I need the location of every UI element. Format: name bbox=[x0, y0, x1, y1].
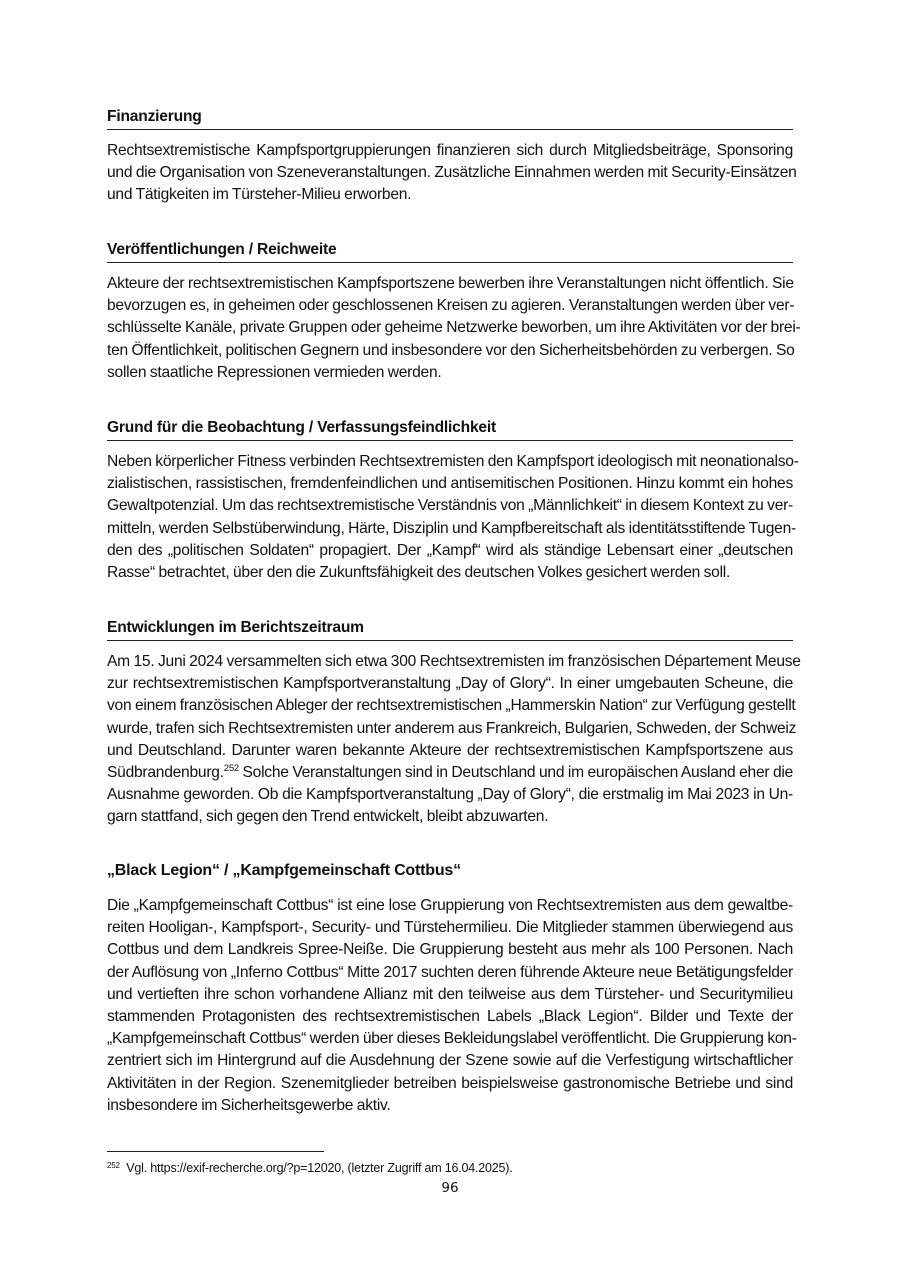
footnote-number: 252 bbox=[107, 1161, 120, 1170]
text-line: Die „Kampfgemeinschaft Cottbus“ ist eine lose Gruppierung von Rechtsextremisten aus dem gewaltbe- bbox=[107, 897, 793, 914]
text-segment: Südbrandenburg. bbox=[107, 764, 224, 782]
section-grund-beobachtung bbox=[107, 418, 799, 584]
text-line: „Kampfgemeinschaft Cottbus“ werden über dieses Bekleidungslabel veröffentlicht. Die Gruppierung kon- bbox=[107, 1030, 797, 1048]
text-line: Am 15. Juni 2024 versammelten sich etwa 300 Rechtsextremisten im französischen Département Meuse bbox=[107, 653, 801, 670]
footnote-text: Vgl. https://exif-recherche.org/?p=12020, (letzter Zugriff am 16.04.2025). bbox=[126, 1161, 513, 1175]
text-line: reiten Hooligan-, Kampfsport-, Security- und Türstehermilieu. Die Mitglieder stammen überwiegend aus bbox=[107, 919, 793, 937]
text-line: schlüsselte Kanäle, private Gruppen oder geheime Netzwerke beworben, um ihre Aktivitäten vor der brei- bbox=[107, 319, 801, 337]
text-line: zialistischen, rassistischen, fremdenfeindlichen und antisemitischen Positionen. Hinzu kommt ein hohes bbox=[107, 475, 793, 493]
text-line: Ausnahme geworden. Ob die Kampfsportveranstaltung „Day of Glory“, die erstmalig im Mai 2023 in Un- bbox=[107, 786, 793, 804]
text-line: bevorzugen es, in geheimen oder geschlossenen Kreisen zu agieren. Veranstaltungen werden über ver- bbox=[107, 297, 795, 315]
section-heading: Entwicklungen im Berichtszeitraum bbox=[107, 618, 793, 641]
section-paragraph bbox=[107, 895, 797, 1117]
section-heading: Finanzierung bbox=[107, 107, 793, 130]
text-line: und die Organisation von Szeneveranstaltungen. Zusätzliche Einnahmen werden mit Security-Einsätzen bbox=[107, 164, 797, 182]
text-line: der Auflösung von „Inferno Cottbus“ Mitte 2017 suchten deren führende Akteure neue Betätigungsfelder bbox=[107, 963, 793, 981]
section-veroeffentlichungen bbox=[107, 240, 801, 384]
section-entwicklungen bbox=[107, 618, 801, 829]
footnote bbox=[107, 1160, 513, 1176]
footnote-reference[interactable]: 252 bbox=[223, 763, 239, 775]
text-line: zentriert sich im Hintergrund auf die Ausdehnung der Szene sowie auf die Verfestigung wirtschaftlicher bbox=[107, 1052, 793, 1070]
footnote-divider bbox=[107, 1151, 324, 1152]
text-line: Aktivitäten in der Region. Szenemitglieder betreiben beispielsweise gastronomische Betriebe und sind bbox=[107, 1074, 793, 1092]
text-line: und Deutschland. Darunter waren bekannte Akteure der rechtsextremistischen Kampfsportszene aus bbox=[107, 741, 793, 759]
text-line: Gewaltpotenzial. Um das rechtsextremistische Verständnis von „Männlichkeit“ in diesem Kontext zu ver- bbox=[107, 497, 793, 515]
text-line: Rechtsextremistische Kampfsportgruppierungen finanzieren sich durch Mitgliedsbeiträge, Sponsoring bbox=[107, 142, 793, 159]
text-line: garn stattfand, sich gegen den Trend entwickelt, bleibt abzuwarten. bbox=[107, 808, 549, 826]
text-line: mitteln, werden Selbstüberwindung, Härte, Disziplin und Kampfbereitschaft als identitätsstiftende Tugen- bbox=[107, 519, 796, 537]
text-line: und vertieften ihre schon vorhandene Allianz mit den teilweise aus dem Türsteher- und Securitymilieu bbox=[107, 985, 793, 1003]
section-heading: „Black Legion“ / „Kampfgemeinschaft Cottbus“ bbox=[107, 862, 461, 879]
text-line: stammenden Protagonisten des rechtsextremistischen Labels „Black Legion“. Bilder und Texte der bbox=[107, 1008, 793, 1026]
text-line: insbesondere im Sicherheitsgewerbe aktiv. bbox=[107, 1096, 391, 1114]
text-line: wurde, trafen sich Rechtsextremisten unter anderem aus Frankreich, Bulgarien, Schweden, der Schweiz bbox=[107, 719, 797, 737]
section-black-legion bbox=[107, 861, 797, 1117]
section-finanzierung bbox=[107, 107, 797, 207]
section-heading: Veröffentlichungen / Reichweite bbox=[107, 240, 793, 263]
text-line: zur rechtsextremistischen Kampfsportveranstaltung „Day of Glory“. In einer umgebauten Scheune, die bbox=[107, 675, 793, 693]
section-paragraph bbox=[107, 651, 801, 829]
section-heading: Grund für die Beobachtung / Verfassungsfeindlichkeit bbox=[107, 418, 793, 441]
section-paragraph bbox=[107, 273, 801, 384]
text-line: von einem französischen Ableger der rechtsextremistischen „Hammerskin Nation“ zur Verfügung gestellt bbox=[107, 697, 796, 715]
text-line: und Tätigkeiten im Türsteher-Milieu erworben. bbox=[107, 186, 412, 204]
text-segment: Solche Veranstaltungen sind in Deutschland und im europäischen Ausland eher die bbox=[238, 764, 793, 782]
page-number: 96 bbox=[441, 1180, 459, 1196]
section-paragraph bbox=[107, 140, 797, 207]
text-line: den des „politischen Soldaten“ propagiert. Der „Kampf“ wird als ständige Lebensart einer „deutschen bbox=[107, 541, 793, 559]
text-line: sollen staatliche Repressionen vermieden werden. bbox=[107, 363, 442, 381]
text-line: Neben körperlicher Fitness verbinden Rechtsextremisten den Kampfsport ideologisch mit neonationalso- bbox=[107, 453, 799, 470]
text-line: ten Öffentlichkeit, politischen Gegnern und insbesondere vor den Sicherheitsbehörden zu verbergen. So bbox=[107, 341, 795, 359]
text-line: Rasse“ betrachtet, über den die Zukunftsfähigkeit des deutschen Volkes gesichert werden soll. bbox=[107, 564, 731, 582]
text-line: Akteure der rechtsextremistischen Kampfsportszene bewerben ihre Veranstaltungen nicht öffentlich. Sie bbox=[107, 275, 794, 292]
text-line bbox=[107, 762, 793, 784]
section-paragraph bbox=[107, 451, 799, 584]
text-line: Cottbus und dem Landkreis Spree-Neiße. Die Gruppierung besteht aus mehr als 100 Personen. Nach bbox=[107, 941, 793, 959]
